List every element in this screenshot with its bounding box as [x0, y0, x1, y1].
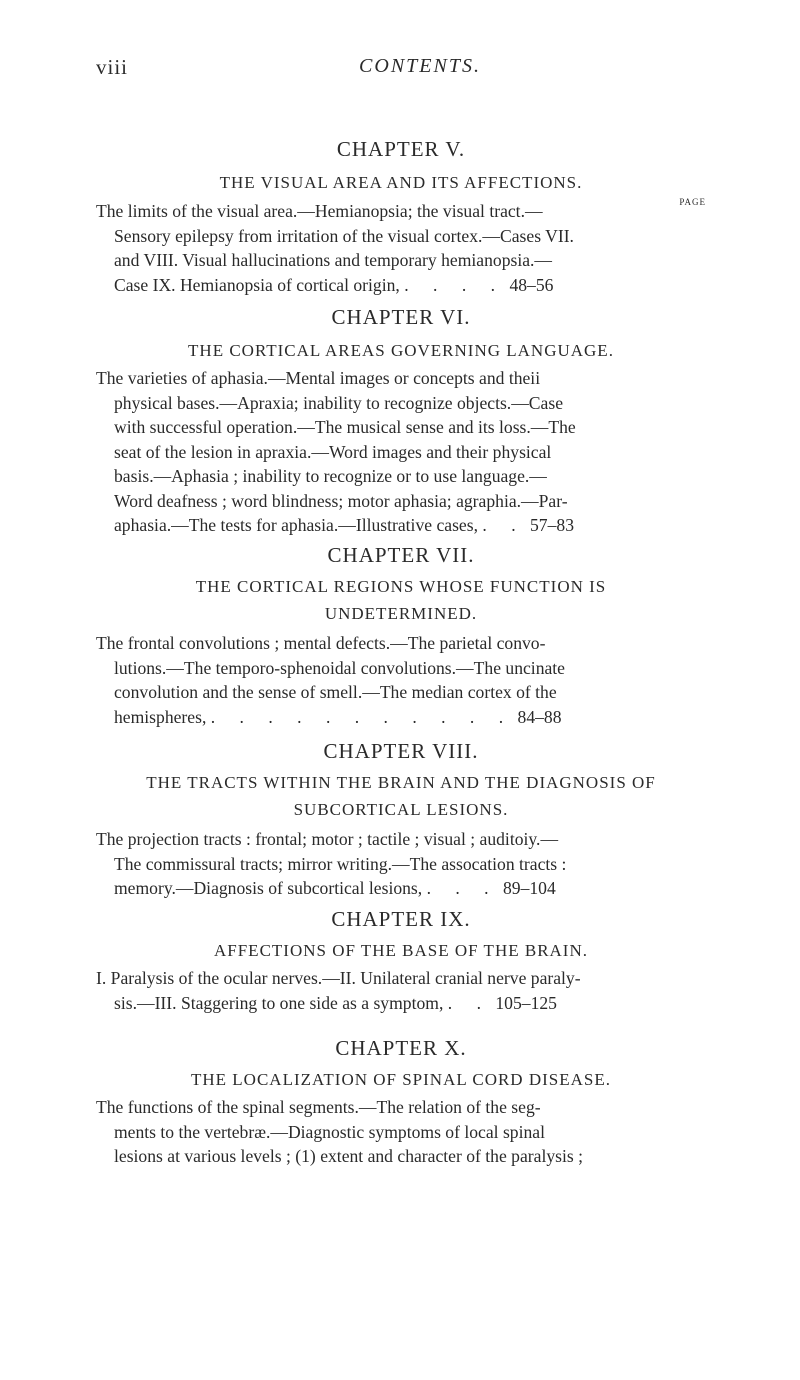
chapter-number: CHAPTER X.	[335, 1036, 467, 1060]
running-title: CONTENTS.	[359, 55, 481, 77]
leader-dots: . .	[447, 992, 491, 1013]
chapter-summary	[96, 199, 706, 297]
summary-last-line	[96, 513, 706, 538]
chapter-ix	[96, 905, 706, 1015]
leader-dots: . . .	[426, 878, 499, 898]
summary-line: Case IX. Hemianopsia of cortical origin,	[114, 274, 400, 295]
chapter-number: CHAPTER V.	[336, 137, 466, 161]
chapter-title: THE CORTICAL AREAS GOVERNING LANGUAGE.	[188, 341, 614, 360]
summary-line: The commissural tracts; mirror writing.—The assocation tracts :	[114, 853, 567, 874]
page-range: 84–88	[517, 706, 562, 727]
chapter-x	[96, 1034, 706, 1169]
summary-line: sis.—III. Staggering to one side as a symptom,	[114, 992, 444, 1013]
summary-line: The varieties of aphasia.—Mental images or concepts and theii	[96, 368, 541, 388]
chapter-vii	[96, 541, 706, 729]
chapter-title: AFFECTIONS OF THE BASE OF THE BRAIN.	[214, 941, 588, 960]
chapter-number: CHAPTER IX.	[331, 907, 471, 931]
summary-line: and VIII. Visual hallucinations and temporary hemianopsia.—	[114, 250, 553, 270]
page-number: viii	[96, 55, 129, 79]
chapter-vi	[96, 303, 706, 538]
summary-line: lutions.—The temporo-sphenoidal convolutions.—The uncinate	[114, 657, 565, 678]
page-range: 57–83	[530, 515, 574, 535]
summary-line: memory.—Diagnosis of subcortical lesions,	[114, 878, 423, 898]
summary-line: basis.—Aphasia ; inability to recognize or to use language.—	[114, 466, 547, 486]
chapter-number: CHAPTER VI.	[331, 305, 471, 329]
chapter-summary	[96, 631, 706, 729]
summary-line: The frontal convolutions ; mental defects.—The parietal convo-	[96, 633, 546, 653]
chapter-title: THE VISUAL AREA AND ITS AFFECTIONS.	[219, 173, 583, 192]
summary-last-line	[96, 991, 706, 1016]
summary-line: I. Paralysis of the ocular nerves.—II. Unilateral cranial nerve paraly-	[96, 968, 581, 988]
summary-line: with successful operation.—The musical sense and its loss.—The	[114, 417, 576, 437]
summary-line: aphasia.—The tests for aphasia.—Illustrative cases,	[114, 515, 478, 535]
page-column-label: PAGE	[679, 197, 706, 207]
chapter-title: THE LOCALIZATION OF SPINAL CORD DISEASE.	[191, 1070, 611, 1089]
chapter-summary	[96, 366, 706, 538]
chapter-summary	[96, 1095, 706, 1169]
chapter-summary	[96, 966, 706, 1015]
chapter-number: CHAPTER VII.	[327, 543, 475, 567]
summary-line: Word deafness ; word blindness; motor aphasia; agraphia.—Par-	[114, 490, 568, 511]
leader-dots: . . . .	[404, 274, 506, 295]
page-range: 48–56	[509, 274, 554, 295]
page-range: 105–125	[495, 992, 557, 1013]
summary-line: hemispheres,	[114, 706, 207, 727]
summary-line: convolution and the sense of smell.—The median cortex of the	[114, 682, 557, 702]
chapter-title: THE CORTICAL REGIONS WHOSE FUNCTION IS	[195, 577, 607, 596]
page-range: 89–104	[502, 878, 556, 898]
summary-line: The functions of the spinal segments.—The relation of the seg-	[96, 1097, 541, 1117]
chapter-title-cont: UNDETERMINED.	[324, 604, 478, 623]
summary-last-line	[96, 273, 706, 298]
chapter-summary	[96, 827, 706, 901]
summary-last-line	[96, 876, 706, 901]
summary-line: physical bases.—Apraxia; inability to recognize objects.—Case	[114, 392, 564, 413]
summary-last-line	[96, 705, 706, 730]
summary-line: lesions at various levels ; (1) extent and character of the paralysis ;	[114, 1146, 584, 1166]
summary-line: seat of the lesion in apraxia.—Word images and their physical	[114, 441, 552, 462]
leader-dots: . .	[482, 515, 526, 535]
summary-line: The projection tracts : frontal; motor ; tactile ; visual ; auditoiy.—	[96, 829, 559, 849]
chapter-title-cont: SUBCORTICAL LESIONS.	[293, 800, 509, 819]
page-header	[96, 55, 704, 85]
leader-dots: . . . . . . . . . . .	[210, 706, 514, 727]
summary-line: ments to the vertebræ.—Diagnostic symptoms of local spinal	[114, 1121, 545, 1142]
summary-line: The limits of the visual area.—Hemianopsia; the visual tract.—	[96, 201, 543, 221]
chapter-v	[96, 135, 706, 297]
summary-line: Sensory epilepsy from irritation of the visual cortex.—Cases VII.	[114, 225, 574, 246]
chapter-title: THE TRACTS WITHIN THE BRAIN AND THE DIAGNOSIS OF	[146, 773, 656, 792]
chapter-number: CHAPTER VIII.	[323, 739, 479, 763]
chapter-viii	[96, 737, 706, 901]
